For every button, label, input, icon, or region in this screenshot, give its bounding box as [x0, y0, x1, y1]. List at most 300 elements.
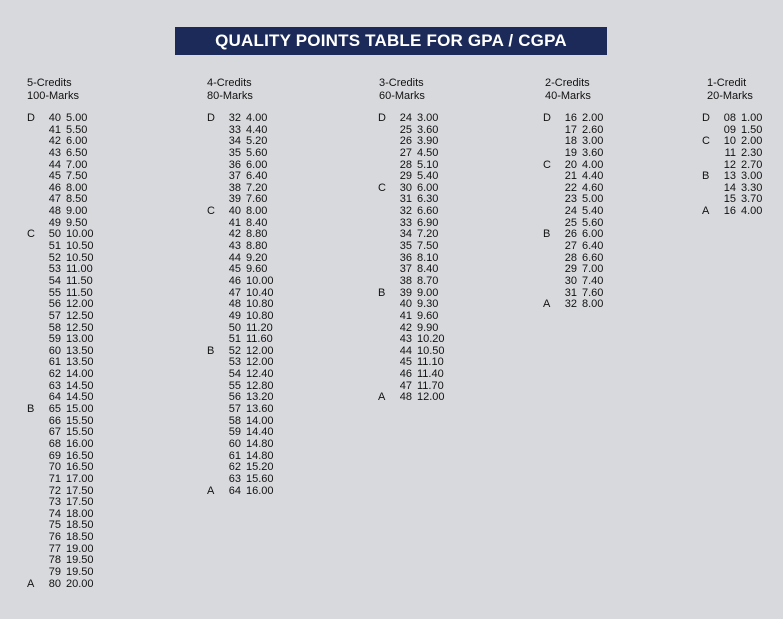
marks-value: 17 — [564, 123, 577, 136]
column-credits-label: 4-Credits — [207, 77, 252, 89]
marks-value: 30 — [399, 181, 412, 194]
grade-letter — [27, 509, 39, 521]
marks-value: 33 — [399, 216, 412, 229]
grade-letter — [378, 194, 390, 206]
marks-value: 43 — [48, 146, 61, 159]
marks-value: 51 — [228, 333, 241, 346]
grade-row — [378, 241, 445, 253]
quality-points-value: 10.00 — [246, 274, 274, 287]
grade-letter: C — [207, 205, 215, 218]
marks-value: 22 — [564, 181, 577, 194]
marks-value: 27 — [564, 240, 577, 253]
grade-row — [378, 148, 445, 160]
grade-letter — [543, 264, 555, 276]
marks-value: 54 — [48, 274, 61, 287]
marks-value: 45 — [228, 263, 241, 276]
column-1-credit — [702, 77, 762, 218]
marks-value: 16 — [564, 112, 577, 124]
grade-rows — [207, 113, 274, 497]
grade-row — [27, 148, 94, 160]
quality-points-value: 6.00 — [417, 181, 439, 194]
quality-points-value: 7.20 — [417, 228, 439, 241]
marks-value: 46 — [399, 368, 412, 381]
quality-points-value: 16.00 — [66, 437, 94, 450]
quality-points-value: 3.00 — [417, 112, 439, 124]
quality-points-value: 6.00 — [66, 135, 88, 148]
quality-points-value: 2.00 — [741, 135, 763, 148]
grade-letter — [378, 299, 390, 311]
quality-points-value: 16.00 — [246, 484, 274, 497]
quality-points-value: 4.40 — [246, 123, 268, 136]
marks-value: 57 — [48, 309, 61, 322]
marks-value: 36 — [399, 251, 412, 264]
marks-value: 35 — [399, 240, 412, 253]
grade-letter — [207, 183, 219, 195]
marks-value: 42 — [48, 135, 61, 148]
marks-value: 64 — [48, 391, 61, 404]
grade-letter — [27, 357, 39, 369]
marks-value: 75 — [48, 519, 61, 532]
grade-letter — [27, 299, 39, 311]
grade-rows — [27, 113, 94, 590]
column-4-credits — [207, 77, 274, 497]
marks-value: 71 — [48, 472, 61, 485]
grade-letter — [27, 555, 39, 567]
quality-points-value: 7.40 — [582, 274, 604, 287]
marks-value: 31 — [399, 193, 412, 206]
grade-letter: A — [27, 577, 35, 590]
quality-points-value: 3.30 — [741, 181, 763, 194]
grade-letter — [378, 241, 390, 253]
marks-value: 24 — [564, 205, 577, 218]
marks-value: 36 — [228, 158, 241, 171]
grade-row — [207, 276, 274, 288]
marks-value: 09 — [723, 123, 736, 136]
quality-points-value: 19.50 — [66, 565, 94, 578]
quality-points-value: 11.10 — [417, 356, 444, 369]
grade-letter — [543, 206, 555, 218]
marks-value: 70 — [48, 461, 61, 474]
quality-points-value: 9.30 — [417, 298, 439, 311]
grade-row — [207, 486, 274, 498]
marks-value: 54 — [228, 368, 241, 381]
quality-points-value: 6.90 — [417, 216, 439, 229]
quality-points-value: 6.30 — [417, 193, 439, 206]
grade-letter — [27, 346, 39, 358]
quality-points-value: 4.40 — [582, 170, 604, 183]
grade-letter: B — [207, 344, 215, 357]
marks-value: 78 — [48, 554, 61, 567]
marks-value: 53 — [48, 263, 61, 276]
grade-letter: C — [543, 158, 551, 171]
marks-value: 68 — [48, 437, 61, 450]
marks-value: 47 — [228, 286, 241, 299]
grade-letter — [543, 241, 555, 253]
grade-row — [207, 404, 274, 416]
quality-points-value: 14.40 — [246, 426, 274, 439]
marks-value: 37 — [399, 263, 412, 276]
column-credits-label: 2-Credits — [545, 77, 590, 89]
marks-value: 19 — [564, 146, 577, 159]
marks-value: 15 — [723, 193, 736, 206]
grade-rows — [702, 113, 762, 218]
quality-points-value: 6.40 — [582, 240, 604, 253]
quality-points-value: 8.00 — [246, 205, 268, 218]
marks-value: 48 — [228, 298, 241, 311]
grade-letter — [207, 462, 219, 474]
grade-letter: A — [378, 391, 386, 404]
quality-points-value: 7.50 — [66, 170, 88, 183]
grade-letter — [543, 148, 555, 160]
quality-points-value: 13.50 — [66, 344, 94, 357]
grade-row — [543, 148, 603, 160]
marks-value: 43 — [399, 333, 412, 346]
quality-points-value: 16.50 — [66, 461, 94, 474]
marks-value: 45 — [399, 356, 412, 369]
grade-letter — [378, 323, 390, 335]
marks-value: 12 — [723, 158, 736, 171]
quality-points-value: 5.60 — [582, 216, 604, 229]
grade-letter — [27, 462, 39, 474]
marks-value: 58 — [228, 414, 241, 427]
grade-letter — [27, 183, 39, 195]
marks-value: 32 — [399, 205, 412, 218]
grade-row — [702, 113, 762, 125]
marks-value: 72 — [48, 484, 61, 497]
grade-letter — [702, 183, 714, 195]
quality-points-value: 3.60 — [417, 123, 439, 136]
marks-value: 29 — [564, 263, 577, 276]
grade-letter — [378, 357, 390, 369]
quality-points-value: 12.40 — [246, 368, 274, 381]
grade-letter — [207, 451, 219, 463]
quality-points-value: 13.60 — [246, 403, 274, 416]
quality-points-value: 9.00 — [417, 286, 439, 299]
marks-value: 47 — [399, 379, 412, 392]
grade-letter — [27, 241, 39, 253]
marks-value: 40 — [228, 205, 241, 218]
grade-letter — [27, 148, 39, 160]
marks-value: 67 — [48, 426, 61, 439]
marks-value: 46 — [228, 274, 241, 287]
marks-value: 40 — [48, 112, 61, 124]
grade-letter — [207, 148, 219, 160]
grade-letter — [207, 357, 219, 369]
marks-value: 48 — [399, 391, 412, 404]
quality-points-value: 5.50 — [66, 123, 88, 136]
grade-letter — [27, 206, 39, 218]
marks-value: 46 — [48, 181, 61, 194]
marks-value: 60 — [48, 344, 61, 357]
grade-letter — [543, 171, 555, 183]
grade-letter: A — [702, 205, 710, 218]
marks-value: 29 — [399, 170, 412, 183]
quality-points-value: 6.00 — [246, 158, 268, 171]
grade-row — [27, 276, 94, 288]
grade-letter — [378, 229, 390, 241]
quality-points-value: 10.50 — [66, 251, 94, 264]
grade-row — [207, 148, 274, 160]
grade-letter — [543, 194, 555, 206]
marks-value: 51 — [48, 240, 61, 253]
marks-value: 57 — [228, 403, 241, 416]
quality-points-value: 7.60 — [582, 286, 604, 299]
grade-letter: A — [207, 484, 215, 497]
grade-row — [27, 532, 94, 544]
quality-points-value: 4.00 — [582, 158, 604, 171]
marks-value: 38 — [228, 181, 241, 194]
marks-value: 61 — [228, 449, 241, 462]
quality-points-value: 10.50 — [417, 344, 445, 357]
marks-value: 25 — [564, 216, 577, 229]
grade-row — [27, 404, 94, 416]
quality-points-value: 8.00 — [582, 298, 604, 311]
marks-value: 41 — [399, 309, 412, 322]
grade-letter: D — [27, 112, 35, 124]
quality-points-value: 11.70 — [417, 379, 444, 392]
marks-value: 50 — [228, 321, 241, 334]
quality-points-value: 14.00 — [246, 414, 274, 427]
column-marks-label: 40-Marks — [545, 90, 591, 102]
grade-letter — [207, 427, 219, 439]
quality-points-value: 8.70 — [417, 274, 439, 287]
grade-letter: D — [543, 112, 551, 124]
grade-row — [543, 113, 603, 125]
quality-points-value: 6.00 — [582, 228, 604, 241]
quality-points-value: 4.00 — [741, 205, 763, 218]
marks-value: 26 — [399, 135, 412, 148]
grade-row — [207, 311, 274, 323]
grade-letter — [378, 346, 390, 358]
quality-points-value: 3.00 — [582, 135, 604, 148]
marks-value: 38 — [399, 274, 412, 287]
quality-points-value: 8.80 — [246, 228, 268, 241]
marks-value: 55 — [48, 286, 61, 299]
grade-letter — [378, 264, 390, 276]
grade-letter: A — [543, 298, 551, 311]
marks-value: 11 — [724, 146, 736, 159]
quality-points-value: 13.50 — [66, 356, 94, 369]
grade-row — [702, 206, 762, 218]
grade-letter — [207, 404, 219, 416]
grade-letter — [702, 148, 714, 160]
quality-points-value: 1.50 — [741, 123, 763, 136]
quality-points-value: 6.40 — [246, 170, 268, 183]
grade-letter — [378, 334, 390, 346]
column-marks-label: 60-Marks — [379, 90, 425, 102]
quality-points-value: 15.60 — [246, 472, 274, 485]
quality-points-value: 4.50 — [417, 146, 439, 159]
quality-points-value: 8.00 — [66, 181, 88, 194]
marks-value: 41 — [228, 216, 241, 229]
marks-value: 43 — [228, 240, 241, 253]
quality-points-value: 12.50 — [66, 321, 94, 334]
marks-value: 44 — [228, 251, 241, 264]
grade-letter — [27, 288, 39, 300]
marks-value: 56 — [48, 298, 61, 311]
marks-value: 48 — [48, 205, 61, 218]
grade-letter — [543, 136, 555, 148]
grade-letter: C — [27, 228, 35, 241]
column-credits-label: 5-Credits — [27, 77, 72, 89]
marks-value: 63 — [48, 379, 61, 392]
grade-letter: B — [543, 228, 551, 241]
grade-row — [207, 369, 274, 381]
grade-letter — [378, 253, 390, 265]
grade-letter — [27, 451, 39, 463]
grade-row — [207, 113, 274, 125]
marks-value: 77 — [48, 542, 61, 555]
marks-value: 52 — [48, 251, 61, 264]
quality-points-value: 15.50 — [66, 426, 94, 439]
grade-letter — [27, 544, 39, 556]
grade-letter — [27, 323, 39, 335]
marks-value: 28 — [399, 158, 412, 171]
grade-letter: B — [702, 170, 710, 183]
grade-letter — [27, 136, 39, 148]
marks-value: 76 — [48, 531, 61, 544]
marks-value: 45 — [48, 170, 61, 183]
quality-points-value: 8.80 — [246, 240, 268, 253]
quality-points-value: 8.40 — [417, 263, 439, 276]
grade-letter — [27, 264, 39, 276]
column-marks-label: 20-Marks — [707, 90, 753, 102]
marks-value: 69 — [48, 449, 61, 462]
grade-row — [702, 148, 762, 160]
grade-row — [543, 241, 603, 253]
marks-value: 56 — [228, 391, 241, 404]
grade-row — [207, 439, 274, 451]
column-5-credits — [27, 77, 94, 590]
grade-rows — [543, 113, 603, 311]
marks-value: 32 — [564, 298, 577, 311]
quality-points-value: 7.50 — [417, 240, 439, 253]
marks-value: 47 — [48, 193, 61, 206]
quality-points-value: 18.50 — [66, 531, 94, 544]
marks-value: 08 — [723, 112, 736, 124]
grade-letter: C — [702, 135, 710, 148]
quality-points-value: 17.50 — [66, 484, 94, 497]
quality-points-value: 10.20 — [417, 333, 445, 346]
marks-value: 42 — [399, 321, 412, 334]
marks-value: 31 — [564, 286, 577, 299]
grade-letter: B — [27, 403, 35, 416]
grade-row — [27, 241, 94, 253]
quality-points-value: 10.80 — [246, 298, 274, 311]
marks-value: 63 — [228, 472, 241, 485]
grade-row — [27, 369, 94, 381]
marks-value: 79 — [48, 565, 61, 578]
quality-points-value: 13.20 — [246, 391, 274, 404]
marks-value: 25 — [399, 123, 412, 136]
marks-value: 30 — [564, 274, 577, 287]
quality-points-value: 9.60 — [417, 309, 439, 322]
grade-row — [378, 113, 445, 125]
marks-value: 40 — [399, 298, 412, 311]
grade-row — [27, 439, 94, 451]
marks-value: 28 — [564, 251, 577, 264]
marks-value: 65 — [48, 403, 61, 416]
quality-points-value: 20.00 — [66, 577, 94, 590]
grade-row — [543, 276, 603, 288]
marks-value: 39 — [228, 193, 241, 206]
quality-points-value: 8.50 — [66, 193, 88, 206]
quality-points-value: 11.20 — [246, 321, 273, 334]
grade-letter — [27, 125, 39, 137]
quality-points-value: 3.70 — [741, 193, 763, 206]
quality-points-value: 11.50 — [66, 286, 93, 299]
quality-points-value: 7.20 — [246, 181, 268, 194]
grade-letter — [378, 206, 390, 218]
grade-row — [27, 567, 94, 579]
marks-value: 62 — [48, 368, 61, 381]
grade-letter — [378, 218, 390, 230]
marks-value: 18 — [564, 135, 577, 148]
quality-points-value: 6.60 — [582, 251, 604, 264]
grade-letter — [27, 369, 39, 381]
grade-letter — [27, 160, 39, 172]
quality-points-value: 5.00 — [582, 193, 604, 206]
quality-points-value: 2.70 — [741, 158, 763, 171]
marks-value: 13 — [723, 170, 736, 183]
grade-letter — [207, 299, 219, 311]
grade-letter — [543, 276, 555, 288]
quality-points-value: 8.10 — [417, 251, 439, 264]
quality-points-value: 5.00 — [66, 112, 88, 124]
marks-value: 39 — [399, 286, 412, 299]
marks-value: 49 — [48, 216, 61, 229]
marks-value: 49 — [228, 309, 241, 322]
marks-value: 44 — [399, 344, 412, 357]
grade-letter — [207, 392, 219, 404]
marks-value: 14 — [723, 181, 736, 194]
grade-letter — [27, 253, 39, 265]
marks-value: 37 — [228, 170, 241, 183]
marks-value: 34 — [399, 228, 412, 241]
grade-letter — [27, 311, 39, 323]
quality-points-value: 9.20 — [246, 251, 268, 264]
quality-points-value: 11.60 — [246, 333, 273, 346]
grade-letter — [207, 288, 219, 300]
quality-points-value: 14.80 — [246, 437, 274, 450]
quality-points-value: 14.50 — [66, 379, 94, 392]
grade-letter — [207, 381, 219, 393]
grade-row — [207, 474, 274, 486]
grade-letter: C — [378, 181, 386, 194]
grade-letter — [378, 148, 390, 160]
quality-points-value: 9.90 — [417, 321, 439, 334]
grade-letter — [378, 311, 390, 323]
grade-letter: D — [378, 112, 386, 124]
quality-points-value: 9.60 — [246, 263, 268, 276]
marks-value: 42 — [228, 228, 241, 241]
marks-value: 74 — [48, 507, 61, 520]
quality-points-value: 12.00 — [246, 344, 274, 357]
grade-letter — [27, 439, 39, 451]
quality-points-value: 5.40 — [417, 170, 439, 183]
quality-points-value: 12.00 — [66, 298, 94, 311]
grade-row — [543, 299, 603, 311]
grade-letter — [543, 125, 555, 137]
grade-letter — [27, 532, 39, 544]
grade-letter — [378, 160, 390, 172]
quality-points-value: 4.60 — [582, 181, 604, 194]
quality-points-value: 17.50 — [66, 496, 94, 509]
quality-points-value: 15.00 — [66, 403, 94, 416]
grade-letter — [207, 276, 219, 288]
quality-points-value: 7.60 — [246, 193, 268, 206]
marks-value: 20 — [564, 158, 577, 171]
